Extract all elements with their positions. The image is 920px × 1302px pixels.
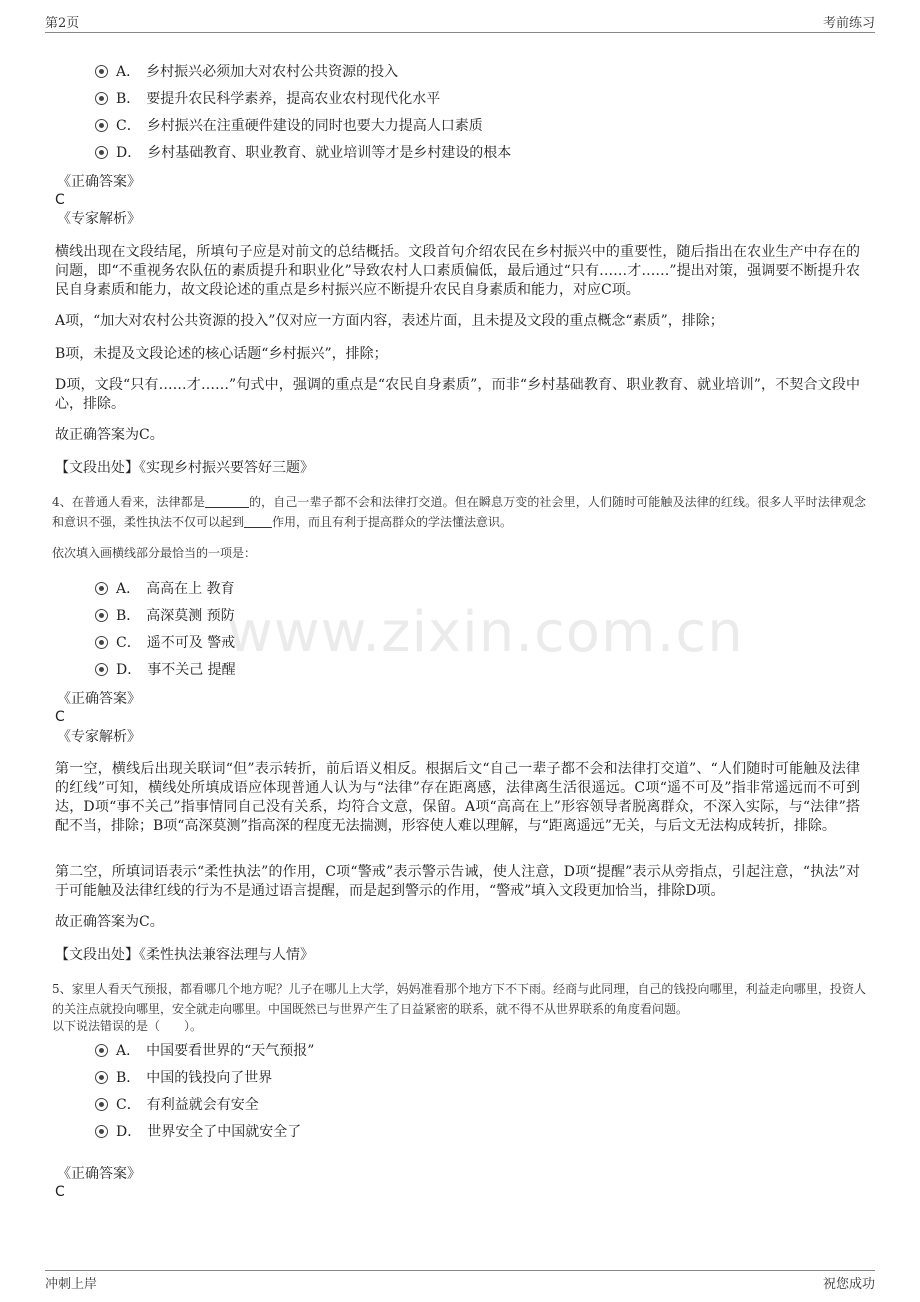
q3-option-d[interactable]: D． 乡村基础教育、职业教育、就业培训等才是乡村建设的根本 <box>95 144 511 162</box>
radio-icon[interactable] <box>95 146 108 159</box>
radio-icon[interactable] <box>95 1044 108 1057</box>
q3-option-b[interactable]: B． 要提升农民科学素养，提高农业农村现代化水平 <box>95 90 440 108</box>
q3-option-c[interactable]: C． 乡村振兴在注重硬件建设的同时也要大力提高人口素质 <box>95 117 483 135</box>
footer-right-text: 祝您成功 <box>822 1277 875 1292</box>
blank-2 <box>244 514 272 528</box>
radio-icon[interactable] <box>95 582 108 595</box>
q4-answer: C <box>55 709 65 725</box>
q5-option-b[interactable]: B． 中国的钱投向了世界 <box>95 1069 272 1087</box>
q5-option-c[interactable]: C． 有利益就会有安全 <box>95 1096 259 1114</box>
q3-analysis-p3: B项，未提及文段论述的核心话题“乡村振兴”，排除； <box>55 346 388 362</box>
q4-prompt: 依次填入画横线部分最恰当的一项是： <box>52 546 257 560</box>
q5-answer: C <box>55 1184 65 1200</box>
q4-analysis-p2: 第二空，所填词语表示“柔性执法”的作用，C项“警戒”表示警示告诫，使人注意，D项“提醒”表示从旁指点，引起注意，“执法”对于可能触及法律红线的行为不是通过语言提醒，而是起到警示的作用，“警戒”填入文段更加恰当，排除D项。 <box>55 864 860 899</box>
q4-stem: 4、在普通人看来，法律都是 的，自己一辈子都不会和法律打交道。但在瞬息万变的社会里，人们随时可能触及法律的红线。很多人平时法律观念和意识不强，柔性执法不仅可以起到 作用，而且有利于提高群众的学法懂法意识。 <box>52 495 866 529</box>
q3-analysis-p1: 横线出现在文段结尾，所填句子应是对前文的总结概括。文段首句介绍农民在乡村振兴中的重要性，随后指出在农业生产中存在的问题，即“不重视务农队伍的素质提升和职业化”导致农村人口素质偏低，最后通过“只有……才……”提出对策，强调要不断提升农民自身素质和能力，故文段论述的重点是乡村振兴应不断提升农民自身素质和能力，对应C项。 <box>55 244 860 298</box>
q4-analysis-p3: 故正确答案为C。 <box>55 914 164 930</box>
page-header <box>45 12 875 33</box>
radio-icon[interactable] <box>95 119 108 132</box>
q5-prompt: 以下说法错误的是（ ）。 <box>52 1019 203 1033</box>
page-number: 第2页 <box>45 16 80 31</box>
radio-icon[interactable] <box>95 1098 108 1111</box>
q4-option-b[interactable]: B． 高深莫测 预防 <box>95 607 235 625</box>
radio-icon[interactable] <box>95 663 108 676</box>
q4-analysis-p1: 第一空，横线后出现关联词“但”表示转折，前后语义相反。根据后文“自己一辈子都不会和法律打交道”、“人们随时可能触及法律的红线”可知，横线处所填成语应体现普通人认为与“法律”存在距离感，法律离生活很遥远。C项“遥不可及”指非常遥远而不可到达，D项“事不关己”指事情同自己没有关系，均符合文意，保留。A项“高高在上”形容领导者脱离群众，不深入实际，与“法律”搭配不当，排除；B项“高深莫测”指高深的程度无法揣测，形容使人难以理解，与“距离遥远”无关，与后文无法构成转折，排除。 <box>55 761 860 834</box>
radio-icon[interactable] <box>95 636 108 649</box>
radio-icon[interactable] <box>95 609 108 622</box>
radio-icon[interactable] <box>95 65 108 78</box>
q5-answer-label: 《正确答案》 <box>57 1166 141 1182</box>
q4-option-d[interactable]: D． 事不关己 提醒 <box>95 661 236 679</box>
footer-left-text: 冲刺上岸 <box>45 1277 98 1292</box>
page-footer <box>45 1270 875 1291</box>
watermark: www.zixin.com.cn <box>227 600 744 665</box>
q3-answer: C <box>55 192 65 208</box>
q5-option-a[interactable]: A． 中国要看世界的“天气预报” <box>95 1042 314 1060</box>
q3-analysis-p5: 故正确答案为C。 <box>55 427 164 443</box>
q3-analysis-label: 《专家解析》 <box>57 211 141 227</box>
q3-option-a[interactable]: A． 乡村振兴必须加大对农村公共资源的投入 <box>95 63 398 81</box>
radio-icon[interactable] <box>95 1125 108 1138</box>
q4-analysis-label: 《专家解析》 <box>57 729 141 745</box>
q4-option-a[interactable]: A． 高高在上 教育 <box>95 580 235 598</box>
q5-option-d[interactable]: D． 世界安全了中国就安全了 <box>95 1123 301 1141</box>
q4-source: 【文段出处】《柔性执法兼容法理与人情》 <box>55 947 314 963</box>
radio-icon[interactable] <box>95 92 108 105</box>
radio-icon[interactable] <box>95 1071 108 1084</box>
q3-analysis-p4: D项，文段“只有……才……”句式中，强调的重点是“农民自身素质”，而非“乡村基础教育、职业教育、就业培训”，不契合文段中心，排除。 <box>55 377 860 412</box>
header-title: 考前练习 <box>822 16 875 31</box>
q4-option-c[interactable]: C． 遥不可及 警戒 <box>95 634 235 652</box>
q3-answer-label: 《正确答案》 <box>57 174 141 190</box>
q3-source: 【文段出处】《实现乡村振兴要答好三题》 <box>55 460 314 476</box>
blank-1 <box>205 494 249 508</box>
q3-analysis-p2: A项，“加大对农村公共资源的投入”仅对应一方面内容，表述片面，且未提及文段的重点概念“素质”，排除； <box>55 313 724 329</box>
q4-answer-label: 《正确答案》 <box>57 691 141 707</box>
q5-stem: 5、家里人看天气预报，都看哪几个地方呢？儿子在哪儿上大学，妈妈准看那个地方下不下雨。经商与此同理，自己的钱投向哪里，利益走向哪里，投资人的关注点就投向哪里，安全就走向哪里。中国既然已与世界产生了日益紧密的联系，就不得不从世界联系的角度看问题。 <box>52 982 866 1016</box>
